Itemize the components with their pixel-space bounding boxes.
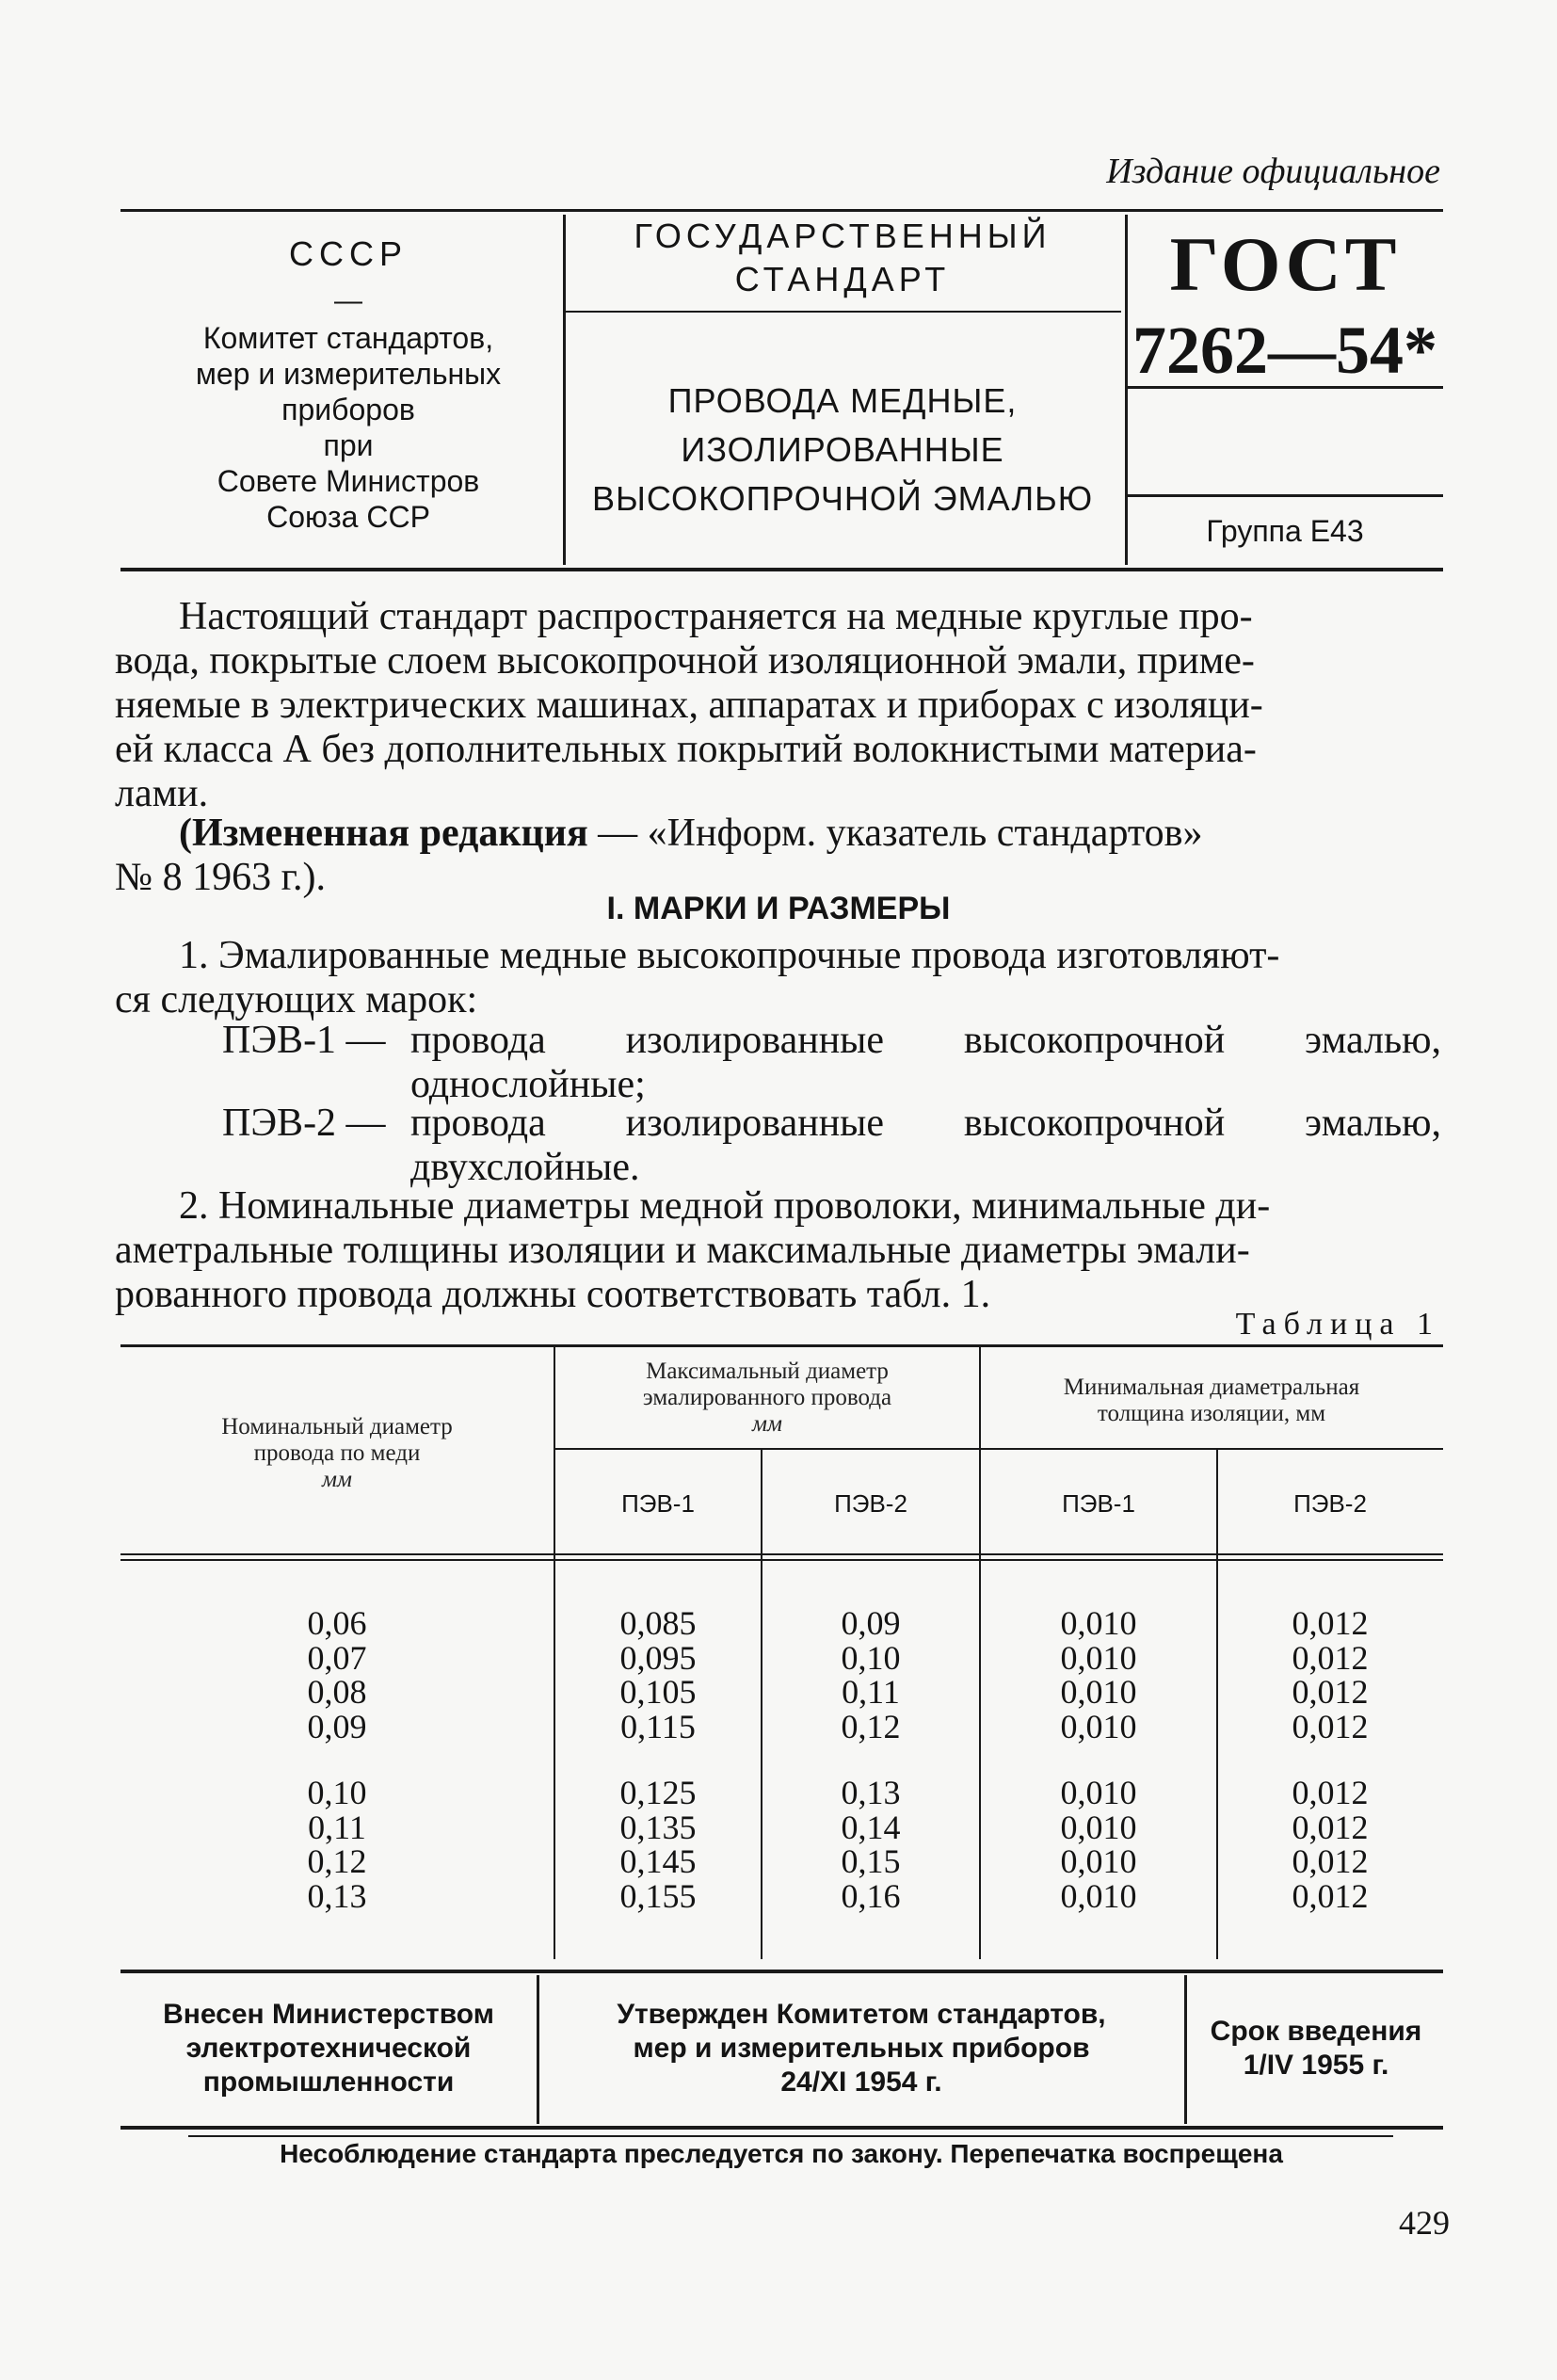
pev2-definition <box>222 1102 1446 1190</box>
footer-line: мер и измерительных приборов <box>633 2033 1090 2064</box>
effective-date <box>1188 2015 1444 2082</box>
gost-word: ГОСТ <box>1169 221 1401 307</box>
table-cell: 0,09 <box>307 1707 367 1745</box>
introduced-by <box>122 1998 535 2099</box>
text-line: 1. Эмалированные медные высокопрочные провода изготовляют- <box>179 934 1280 977</box>
header-unit: мм <box>322 1467 352 1492</box>
table-subheader-rule <box>555 1448 1443 1450</box>
footer-line: электротехнической <box>185 2033 472 2064</box>
footer-divider-2 <box>1184 1975 1187 2124</box>
table-cell: 0,012 <box>1292 1876 1369 1915</box>
footer-line: Срок введения <box>1210 2016 1422 2047</box>
table-cell: 0,10 <box>841 1638 901 1677</box>
committee-line: Комитет стандартов, <box>202 321 494 355</box>
table-col-min-pev1 <box>981 1776 1216 1913</box>
revision-line-2: № 8 1963 г.). <box>115 856 327 899</box>
pev2-label: ПЭВ-2 — <box>222 1102 386 1145</box>
table-cell: 0,010 <box>1060 1638 1137 1677</box>
page-number: 429 <box>1399 2204 1450 2242</box>
table-cell: 0,012 <box>1292 1638 1369 1677</box>
paragraph-2 <box>115 1184 1440 1317</box>
table-cell: 0,115 <box>620 1707 696 1745</box>
pev2-text: провода изолированные высокопрочной эмалью, <box>410 1102 1441 1145</box>
header-max-diameter <box>555 1359 979 1438</box>
header-line: эмалированного провода <box>642 1385 892 1410</box>
text-line: рованного провода должны соответствовать табл. 1. <box>115 1273 991 1316</box>
header-line: провода по меди <box>253 1440 421 1466</box>
table-cell: 0,12 <box>841 1707 901 1745</box>
table-cell: 0,010 <box>1060 1707 1137 1745</box>
table-col-min-pev1 <box>981 1606 1216 1744</box>
state-standard-label <box>565 215 1120 301</box>
table-cell: 0,010 <box>1060 1604 1137 1642</box>
table-cell: 0,07 <box>307 1638 367 1677</box>
committee-line: мер и измерительных <box>195 357 502 391</box>
paragraph-1 <box>115 934 1440 1022</box>
revision-rest: — «Информ. указатель стандартов» <box>587 812 1203 855</box>
table-cell: 0,15 <box>841 1842 901 1880</box>
table-cell: 0,13 <box>841 1774 901 1811</box>
footer-line: Утвержден Комитетом стандартов, <box>617 1999 1106 2030</box>
table-cell: 0,16 <box>841 1876 901 1915</box>
table-cell: 0,012 <box>1292 1673 1369 1711</box>
table-col-max-pev1 <box>555 1606 761 1744</box>
table-cell: 0,09 <box>841 1604 901 1642</box>
committee-line: при <box>323 428 374 462</box>
footer-divider-1 <box>537 1975 539 2124</box>
document-title <box>565 377 1120 523</box>
pev1-text-2: однослойные; <box>410 1063 646 1106</box>
header-line: Максимальный диаметр <box>646 1359 889 1384</box>
state-standard-line: ГОСУДАРСТВЕННЫЙ <box>634 217 1051 255</box>
footer-line: 1/IV 1955 г. <box>1243 2050 1389 2081</box>
table-top-rule <box>120 1344 1443 1347</box>
subheader-min-pev1: ПЭВ-1 <box>1062 1489 1135 1518</box>
revision-bold: (Измененная редакция <box>179 812 588 855</box>
table-cell: 0,12 <box>307 1842 367 1880</box>
gost-designation <box>1125 221 1445 393</box>
scope-paragraph <box>115 595 1440 816</box>
header-line: Минимальная диаметральная <box>1063 1375 1360 1400</box>
table-cell: 0,010 <box>1060 1774 1137 1811</box>
text-line: вода, покрытые слоем высокопрочной изоляционной эмали, приме- <box>115 639 1255 683</box>
footer-line: промышленности <box>202 2066 455 2098</box>
header-bottom-rule <box>120 568 1443 571</box>
header-gost-rule-2 <box>1128 494 1443 497</box>
committee-line: Совете Министров <box>217 464 480 498</box>
table-cell: 0,010 <box>1060 1808 1137 1846</box>
text-line: аметральные толщины изоляции и максимальные диаметры эмали- <box>115 1229 1250 1272</box>
table-cell: 0,125 <box>619 1774 697 1811</box>
table-cell: 0,012 <box>1292 1842 1369 1880</box>
section-title: I. МАРКИ И РАЗМЕРЫ <box>606 891 951 926</box>
table-col-nominal <box>122 1606 552 1744</box>
footer-bottom-rule <box>120 2126 1443 2130</box>
table-cell: 0,155 <box>619 1876 697 1915</box>
header-nominal-diameter <box>122 1414 552 1493</box>
table-cell: 0,14 <box>841 1808 901 1846</box>
table-caption: Таблица 1 <box>1235 1307 1440 1342</box>
table-cell: 0,10 <box>307 1774 367 1811</box>
table-cell: 0,012 <box>1292 1604 1369 1642</box>
header-top-rule <box>120 209 1443 212</box>
table-col-max-pev2 <box>762 1606 979 1744</box>
title-line: ИЗОЛИРОВАННЫЕ <box>681 430 1004 469</box>
title-line: ВЫСОКОПРОЧНОЙ ЭМАЛЬЮ <box>591 479 1094 518</box>
text-line: няемые в электрических машинах, аппаратах и приборах с изоляци- <box>115 683 1263 727</box>
table-header-bottom-rule-2 <box>120 1559 1443 1561</box>
table-cell: 0,13 <box>307 1876 367 1915</box>
text-line: Настоящий стандарт распространяется на медные круглые про- <box>179 595 1253 638</box>
footer-line: Внесен Министерством <box>163 1999 494 2030</box>
state-standard-line: СТАНДАРТ <box>734 260 951 298</box>
text-line: 2. Номинальные диаметры медной проволоки, минимальные ди- <box>179 1184 1271 1228</box>
revision-line <box>179 812 1440 856</box>
group-label: Группа Е43 <box>1206 514 1364 548</box>
edition-note: Издание официальное <box>1106 152 1440 191</box>
table-cell: 0,012 <box>1292 1707 1369 1745</box>
subheader-max-pev1: ПЭВ-1 <box>621 1489 695 1518</box>
table-cell: 0,11 <box>842 1673 900 1711</box>
table-cell: 0,010 <box>1060 1876 1137 1915</box>
footer-top-rule <box>120 1970 1443 1973</box>
title-line: ПРОВОДА МЕДНЫЕ, <box>667 381 1018 420</box>
table-cell: 0,135 <box>619 1808 697 1846</box>
approved-by <box>541 1998 1181 2099</box>
ussr-dash: — <box>334 285 362 316</box>
header-min-thickness <box>981 1375 1442 1427</box>
pev1-text: провода изолированные высокопрочной эмалью, <box>410 1019 1441 1062</box>
table-col-nominal <box>122 1776 552 1913</box>
header-line: Номинальный диаметр <box>221 1414 453 1439</box>
legal-notice: Несоблюдение стандарта преследуется по закону. Перепечатка воспрещена <box>280 2139 1283 2168</box>
table-header-bottom-rule <box>120 1553 1443 1555</box>
table-col-max-pev1 <box>555 1776 761 1913</box>
text-line: ей класса А без дополнительных покрытий волокнистыми материа- <box>115 728 1257 771</box>
table-cell: 0,11 <box>308 1808 366 1846</box>
table-cell: 0,010 <box>1060 1842 1137 1880</box>
table-cell: 0,105 <box>619 1673 697 1711</box>
table-cell: 0,095 <box>619 1638 697 1677</box>
table-cell: 0,010 <box>1060 1673 1137 1711</box>
subheader-min-pev2: ПЭВ-2 <box>1293 1489 1367 1518</box>
pev1-definition <box>222 1019 1446 1107</box>
table-cell: 0,012 <box>1292 1774 1369 1811</box>
committee-line: Союза ССР <box>266 500 430 534</box>
table-col-min-pev2 <box>1218 1606 1442 1744</box>
table-col-min-pev2 <box>1218 1776 1442 1913</box>
pev2-text-2: двухслойные. <box>410 1146 640 1189</box>
text-line: лами. <box>115 772 209 815</box>
footer-line: 24/XI 1954 г. <box>780 2066 942 2098</box>
subheader-max-pev2: ПЭВ-2 <box>834 1489 907 1518</box>
table-cell: 0,012 <box>1292 1808 1369 1846</box>
table-col-max-pev2 <box>762 1776 979 1913</box>
text-line: ся следующих марок: <box>115 978 478 1021</box>
table-cell: 0,145 <box>619 1842 697 1880</box>
committee-line: приборов <box>281 393 415 426</box>
issuer-block <box>122 226 574 535</box>
gost-number: 7262—54* <box>1132 313 1437 388</box>
pev1-label: ПЭВ-1 — <box>222 1019 386 1062</box>
header-mid-rule <box>566 311 1121 313</box>
ussr-label: СССР <box>288 234 408 273</box>
table-cell: 0,08 <box>307 1673 367 1711</box>
table-cell: 0,06 <box>307 1604 367 1642</box>
header-unit: мм <box>752 1411 782 1437</box>
header-line: толщина изоляции, мм <box>1097 1401 1326 1426</box>
table-cell: 0,085 <box>619 1604 697 1642</box>
